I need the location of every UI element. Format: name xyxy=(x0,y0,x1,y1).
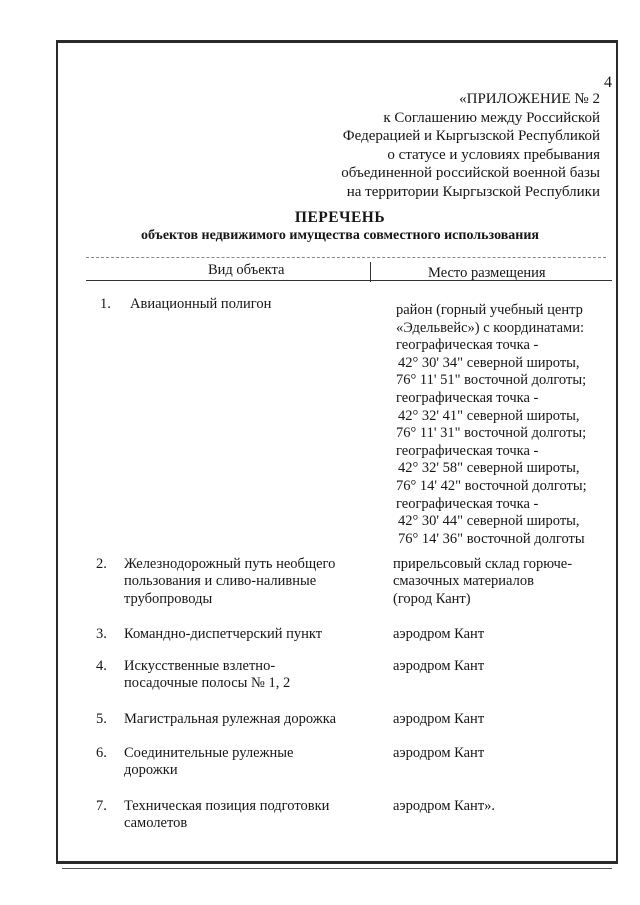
header-line: на территории Кыргызской Республики xyxy=(346,183,600,200)
name-line: Искусственные взлетно- xyxy=(124,658,276,674)
location-line: 76° 11' 31" восточной долготы; xyxy=(396,425,587,442)
name-line: пользования и сливо-наливные xyxy=(124,573,317,590)
location-line: район (горный учебный центр xyxy=(396,302,583,318)
header-line: объединенной российской военной базы xyxy=(341,165,600,182)
table-header xyxy=(86,262,612,281)
name-line: Командно-диспетчерский пункт xyxy=(124,626,323,642)
document-subtitle: объектов недвижимого имущества совместного использования xyxy=(141,228,539,243)
name-line: Соединительные рулежные xyxy=(124,745,294,761)
object-name xyxy=(124,798,374,833)
location-line: 76° 14' 36" восточной долготы xyxy=(398,530,585,547)
page-number: 4 xyxy=(604,74,612,91)
location-line: «Эдельвейс») с координатами: xyxy=(396,319,585,336)
location-line: 42° 30' 34" северной широты, xyxy=(398,354,580,371)
location-line: географическая точка - xyxy=(396,442,539,459)
header-line: о статусе и условиях пребывания xyxy=(387,146,600,163)
location-line: географическая точка - xyxy=(396,389,539,406)
location-line: аэродром Кант xyxy=(393,745,485,761)
row-number: 5. xyxy=(96,711,107,727)
object-name: Авиационный полигон xyxy=(130,296,272,312)
location-line: 42° 32' 58" северной широты, xyxy=(398,460,580,477)
location-line: аэродром Кант xyxy=(393,626,485,642)
row-number: 3. xyxy=(96,626,107,642)
location-line: 42° 32' 41" северной широты, xyxy=(398,407,580,424)
location-line: 76° 14' 42" восточной долготы; xyxy=(396,477,587,494)
object-name xyxy=(124,556,374,608)
object-name xyxy=(124,626,374,643)
location-line: аэродром Кант xyxy=(393,658,485,674)
location-line: смазочных материалов xyxy=(393,573,534,590)
row-number: 1. xyxy=(100,296,111,312)
location-line: 76° 11' 51" восточной долготы; xyxy=(396,372,587,389)
header-line: «ПРИЛОЖЕНИЕ № 2 xyxy=(459,91,600,107)
name-line: Магистральная рулежная дорожка xyxy=(124,711,337,727)
location-line: аэродром Кант». xyxy=(393,798,496,814)
column-divider xyxy=(370,262,371,282)
location-line: 42° 30' 44" северной широты, xyxy=(398,513,580,530)
name-line: посадочные полосы № 1, 2 xyxy=(124,675,291,692)
header-line: к Соглашению между Российской xyxy=(383,109,600,126)
appendix-header xyxy=(300,90,600,202)
divider xyxy=(86,257,606,258)
object-location xyxy=(393,711,608,728)
column-header-location: Место размещения xyxy=(428,265,546,281)
location-line: географическая точка - xyxy=(396,495,539,512)
name-line: Железнодорожный путь необщего xyxy=(124,556,336,572)
object-name xyxy=(124,658,374,693)
document-title-block xyxy=(60,208,620,245)
object-location xyxy=(396,302,611,548)
object-name xyxy=(124,711,374,728)
object-location xyxy=(393,798,608,815)
document-title: ПЕРЕЧЕНЬ xyxy=(294,209,386,226)
location-line: аэродром Кант xyxy=(393,711,485,727)
location-line: географическая точка - xyxy=(396,337,539,354)
object-location xyxy=(393,658,608,675)
location-line: прирельсовый склад горюче- xyxy=(393,556,573,572)
row-number: 4. xyxy=(96,658,107,674)
header-line: Федерацией и Кыргызской Республикой xyxy=(342,128,600,145)
row-number: 2. xyxy=(96,556,107,572)
name-line: Техническая позиция подготовки xyxy=(124,798,330,814)
name-line: трубопроводы xyxy=(124,590,213,607)
object-location xyxy=(393,556,608,608)
object-location xyxy=(393,626,608,643)
object-name xyxy=(124,745,374,780)
name-line: дорожки xyxy=(124,762,178,779)
name-line: самолетов xyxy=(124,815,188,832)
object-location xyxy=(393,745,608,762)
row-number: 7. xyxy=(96,798,107,814)
row-number: 6. xyxy=(96,745,107,761)
column-header-object: Вид объекта xyxy=(208,262,285,278)
location-line: (город Кант) xyxy=(393,590,471,607)
